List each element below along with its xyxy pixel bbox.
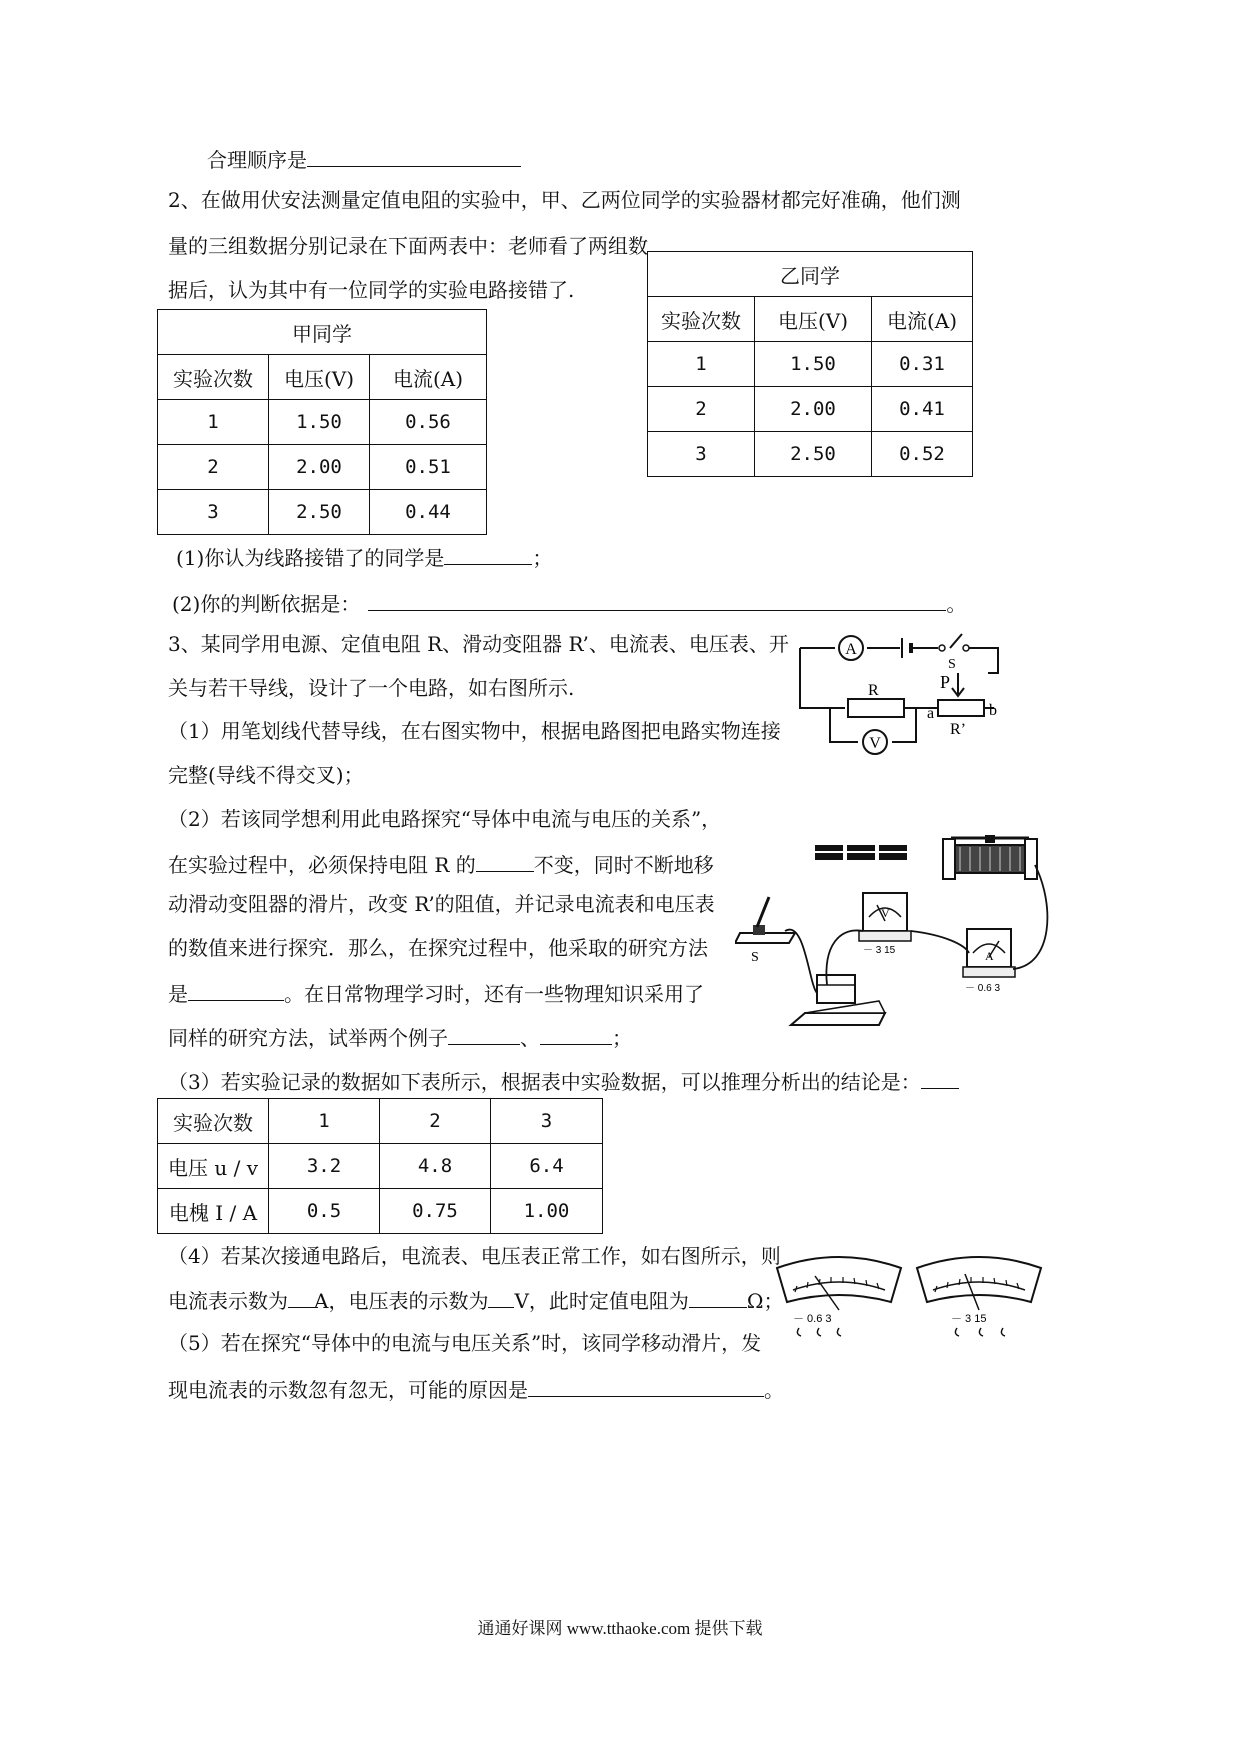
apparatus-picture (735, 835, 1055, 1035)
switch-label: S (948, 657, 956, 672)
rheostat-symbol (938, 700, 984, 716)
table-yi-cell: 0.31 (872, 342, 973, 387)
table-yi-cell: 2 (648, 387, 755, 432)
q3-p2f-pre: 同样的研究方法，试举两个例子 (168, 1026, 448, 1050)
table-jia-title: 甲同学 (158, 310, 487, 355)
voltmeter-dial-terminals: － 3 15 (951, 1313, 987, 1325)
switch-contact (939, 645, 945, 651)
table-q3-cell: 6.4 (491, 1144, 603, 1189)
q3-p2b-blank[interactable] (476, 849, 534, 872)
table-q3-cell: 3 (491, 1099, 603, 1144)
q3-p4b-3: V，此时定值电阻为 (514, 1289, 689, 1313)
q3-p2f (168, 1022, 632, 1052)
table-jia-cell: 0.44 (370, 490, 487, 535)
table-yi-title: 乙同学 (648, 252, 973, 297)
q2-line3: 据后，认为其中有一位同学的实验电路接错了. (168, 278, 575, 302)
table-jia-cell: 3 (158, 490, 269, 535)
page-footer: 通通好课网 www.tthaoke.com 提供下载 (477, 1619, 763, 1638)
q3-p2e-post: 。在日常物理学习时，还有一些物理知识采用了 (284, 982, 704, 1006)
voltmeter-label: V (869, 735, 881, 752)
table-jia-header: 电压(V) (269, 355, 370, 400)
q3-p3-text: （3）若实验记录的数据如下表所示，根据表中实验数据，可以推理分析出的结论是： (168, 1070, 921, 1094)
q3-p1a: （1）用笔划线代替导线，在右图实物中，根据电路图把电路实物连接 (168, 719, 781, 743)
table-q3-cell: 实验次数 (158, 1099, 269, 1144)
table-q3-cell: 电槐 I / A (158, 1189, 269, 1234)
table-yi-cell: 0.52 (872, 432, 973, 477)
voltmeter-terminals: － 3 15 (863, 945, 896, 956)
resistor-block (791, 975, 885, 1025)
ammeter-device-label: A (985, 949, 994, 963)
table-yi (647, 251, 973, 477)
q3-p4b-1: 电流表示数为 (168, 1289, 288, 1313)
q3-p4b-4: Ω； (746, 1289, 784, 1313)
q2-line1: 2、在做用伏安法测量定值电阻的实验中，甲、乙两位同学的实验器材都完好准确，他们测 (168, 188, 961, 212)
end-b-label: b (989, 702, 997, 719)
table-yi-cell: 2.50 (755, 432, 872, 477)
q3-p2b-pre: 在实验过程中，必须保持电阻 R 的 (168, 853, 476, 877)
table-yi-header: 电压(V) (755, 297, 872, 342)
circuit-diagram (790, 628, 1010, 758)
table-q3-cell: 0.5 (269, 1189, 380, 1234)
q3-p1b: 完整(导线不得交叉)； (168, 763, 364, 787)
q3-p2f-end: ； (612, 1026, 632, 1050)
rheostat-label: R’ (950, 721, 966, 738)
answer-order-line (207, 144, 521, 174)
answer-order-label: 合理顺序是 (207, 148, 307, 172)
q3-p3-blank[interactable] (921, 1066, 959, 1089)
switch-contact (963, 645, 969, 651)
q3-p2d: 的数值来进行探究．那么，在探究过程中，他采取的研究方法 (168, 936, 708, 960)
q3-p5b-end: 。 (764, 1378, 784, 1402)
q3-p3 (168, 1066, 959, 1096)
answer-order-blank[interactable] (307, 144, 521, 167)
q3-p2b (168, 849, 714, 879)
table-jia (157, 309, 487, 535)
table-q3 (157, 1098, 603, 1234)
q3-p2f-blank2[interactable] (540, 1022, 612, 1045)
table-yi-header: 电流(A) (872, 297, 973, 342)
q3-p4b-blank-v[interactable] (488, 1285, 514, 1308)
ammeter-dial (777, 1257, 901, 1336)
voltmeter-dial (917, 1257, 1041, 1336)
q3-p4b (168, 1285, 784, 1315)
q3-line2: 关与若干导线，设计了一个电路，如右图所示. (168, 676, 575, 700)
q2-sub1-text: (1)你认为线路接错了的同学是 (176, 546, 445, 570)
q2-line2: 量的三组数据分别记录在下面两表中：老师看了两组数 (168, 234, 648, 258)
q2-sub2-end: 。 (946, 592, 967, 616)
ammeter-label: A (845, 641, 857, 658)
table-q3-cell: 4.8 (380, 1144, 491, 1189)
table-yi-cell: 3 (648, 432, 755, 477)
table-jia-cell: 2 (158, 445, 269, 490)
q3-p5b-pre: 现电流表的示数忽有忽无，可能的原因是 (168, 1378, 528, 1402)
table-yi-cell: 2.00 (755, 387, 872, 432)
q3-p2e-pre: 是 (168, 982, 188, 1006)
table-jia-cell: 0.56 (370, 400, 487, 445)
table-jia-cell: 1.50 (269, 400, 370, 445)
q2-sub2-blank[interactable] (368, 588, 946, 611)
q2-sub1 (176, 542, 552, 572)
q3-p4a: （4）若某次接通电路后，电流表、电压表正常工作，如右图所示，则 (168, 1244, 781, 1268)
q2-sub1-blank[interactable] (444, 542, 532, 565)
table-jia-cell: 2.50 (269, 490, 370, 535)
table-jia-header: 电流(A) (370, 355, 487, 400)
q3-p2e-blank[interactable] (188, 978, 284, 1001)
voltmeter-device-label: V (881, 906, 890, 920)
table-q3-cell: 3.2 (269, 1144, 380, 1189)
q3-p2f-blank1[interactable] (448, 1022, 520, 1045)
table-q3-cell: 电压 u / v (158, 1144, 269, 1189)
table-yi-header: 实验次数 (648, 297, 755, 342)
table-q3-cell: 2 (380, 1099, 491, 1144)
q2-sub1-end: ； (532, 546, 553, 570)
q3-line1: 3、某同学用电源、定值电阻 R、滑动变阻器 R’、电流表、电压表、开 (168, 632, 789, 656)
q3-p2a: （2）若该同学想利用此电路探究“导体中电流与电压的关系”， (168, 807, 722, 831)
voltmeter-device (859, 893, 911, 956)
slider-label: P (940, 672, 951, 692)
table-jia-cell: 1 (158, 400, 269, 445)
q3-p2e (168, 978, 704, 1008)
table-q3-cell: 1.00 (491, 1189, 603, 1234)
table-yi-cell: 0.41 (872, 387, 973, 432)
q3-p4b-2: A，电压表的示数为 (314, 1289, 489, 1313)
q3-p2f-mid: 、 (520, 1026, 540, 1050)
table-yi-cell: 1.50 (755, 342, 872, 387)
table-jia-header: 实验次数 (158, 355, 269, 400)
table-q3-cell: 0.75 (380, 1189, 491, 1234)
rheostat-device (943, 835, 1037, 879)
table-jia-cell: 2.00 (269, 445, 370, 490)
q3-p2c: 动滑动变阻器的滑片，改变 R’的阻值，并记录电流表和电压表 (168, 892, 715, 916)
ammeter-dial-terminals: － 0.6 3 (793, 1313, 832, 1325)
battery-pack (813, 845, 909, 860)
q3-p5b-blank[interactable] (528, 1374, 764, 1397)
table-q3-cell: 1 (269, 1099, 380, 1144)
resistor-symbol (848, 699, 904, 717)
end-a-label: a (927, 705, 935, 722)
switch-device-label: S (751, 950, 759, 965)
q3-p5a: （5）若在探究“导体中的电流与电压关系”时，该同学移动滑片，发 (168, 1331, 762, 1355)
table-jia-cell: 0.51 (370, 445, 487, 490)
meter-dials (773, 1248, 1053, 1340)
resistor-label: R (868, 682, 879, 699)
ammeter-terminals: － 0.6 3 (965, 983, 1001, 994)
table-yi-cell: 1 (648, 342, 755, 387)
ammeter-device (963, 929, 1015, 994)
q2-sub2 (172, 588, 966, 618)
q3-p4b-blank-a[interactable] (288, 1285, 314, 1308)
q3-p5b (168, 1374, 784, 1404)
q3-p4b-blank-r[interactable] (689, 1285, 747, 1308)
q3-p2b-post: 不变，同时不断地移 (533, 853, 714, 877)
q2-sub2-text: (2)你的判断依据是： (172, 592, 361, 616)
